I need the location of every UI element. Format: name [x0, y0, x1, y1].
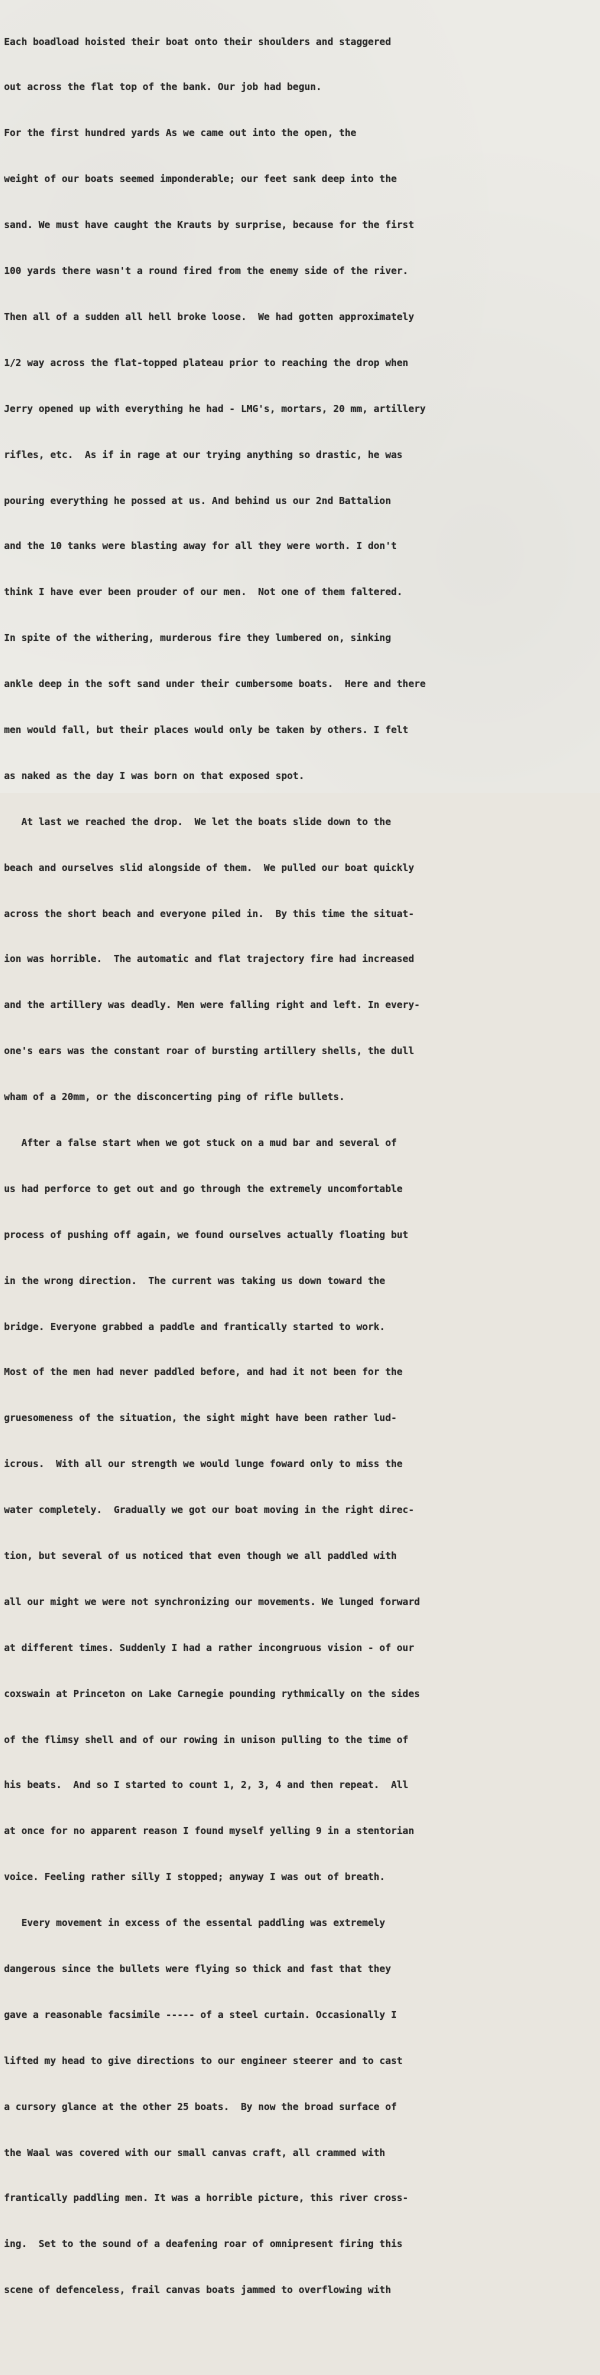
text-line: beach and ourselves slid alongside of them. We pulled our boat quickly [4, 862, 415, 874]
text-line: men would fall, but their places would only be taken by others. I felt [4, 724, 409, 736]
text-line: coxswain at Princeton on Lake Carnegie pounding rythmically on the sides [4, 1688, 420, 1700]
text-line: wham of a 20mm, or the disconcerting ping of rifle bullets. [4, 1092, 345, 1104]
text-line-struck: For the first hundred yards As we came out into the open, the [4, 128, 357, 140]
text-line: 100 yards there wasn't a round fired from the enemy side of the river. [4, 266, 409, 278]
text-line: 1/2 way across the flat-topped plateau prior to reaching the drop when [4, 357, 409, 369]
text-line: out across the flat top of the bank. Our job had begun. [4, 82, 322, 94]
text-line: a cursory glance at the other 25 boats. By now the broad surface of [4, 2101, 397, 2113]
text-line: and the artillery was deadly. Men were falling right and left. In every- [4, 1000, 420, 1012]
text-line [4, 2329, 596, 2344]
text-line: After a false start when we got stuck on a mud bar and several of [4, 1137, 397, 1149]
text-line: at different times. Suddenly I had a rather incongruous vision - of our [4, 1642, 415, 1654]
text-line: Each boadload hoisted their boat onto their shoulders and staggered [4, 36, 391, 48]
text-line: and the 10 tanks were blasting away for all they were worth. I don't [4, 541, 397, 553]
text-line: water completely. Gradually we got our boat moving in the right direc- [4, 1505, 415, 1517]
text-line: process of pushing off again, we found ourselves actually floating but [4, 1229, 409, 1241]
text-line: ankle deep in the soft sand under their cumbersome boats. Here and there [4, 679, 426, 691]
text-line: sand. We must have caught the Krauts by surprise, because for the first [4, 220, 415, 232]
text-line: Then all of a sudden all hell broke loose. We had gotten approximately [4, 311, 415, 323]
text-line: one's ears was the constant roar of bursting artillery shells, the dull [4, 1046, 415, 1058]
text-line: voice. Feeling rather silly I stopped; anyway I was out of breath. [4, 1872, 386, 1884]
text-line: Most of the men had never paddled before, and had it not been for the [4, 1367, 403, 1379]
text-line: rifles, etc. As if in rage at our trying anything so drastic, he was [4, 449, 403, 461]
text-line: Every movement in excess of the essental paddling was extremely [4, 1918, 386, 1930]
text-line: gruesomeness of the situation, the sight might have been rather lud- [4, 1413, 397, 1425]
text-line: In spite of the withering, murderous fire they lumbered on, sinking [4, 633, 391, 645]
text-line: weight of our boats seemed imponderable; our feet sank deep into the [4, 174, 397, 186]
text-line: the Waal was covered with our small canvas craft, all crammed with [4, 2147, 386, 2159]
text-line: frantically paddling men. It was a horrible picture, this river cross- [4, 2193, 409, 2205]
text-line: gave a reasonable facsimile ----- of a steel curtain. Occasionally I [4, 2009, 397, 2021]
typed-text-block [4, 4, 596, 2375]
text-line: pouring everything he possed at us. And behind us our 2nd Battalion [4, 495, 391, 507]
text-line: bridge. Everyone grabbed a paddle and frantically started to work. [4, 1321, 386, 1333]
text-line: dangerous since the bullets were flying so thick and fast that they [4, 1964, 391, 1975]
text-line: ion was horrible. The automatic and flat trajectory fire had increased [4, 954, 415, 966]
text-line: At last we reached the drop. We let the boats slide down to the [4, 816, 391, 828]
text-line: ing. Set to the sound of a deafening roar of omnipresent firing this [4, 2239, 403, 2251]
text-line: tion, but several of us noticed that even though we all paddled with [4, 1550, 397, 1562]
text-line: all our might we were not synchronizing our movements. We lunged forward [4, 1596, 420, 1608]
text-line: in the wrong direction. The current was taking us down toward the [4, 1275, 386, 1287]
text-line: think I have ever been prouder of our men. Not one of them faltered. [4, 587, 403, 599]
text-line: at once for no apparent reason I found myself yelling 9 in a stentorian [4, 1826, 415, 1838]
text-line: us had perforce to get out and go through the extremely uncomfortable [4, 1183, 403, 1195]
text-line: Jerry opened up with everything he had - LMG's, mortars, 20 mm, artillery [4, 403, 426, 415]
text-line: as naked as the day I was born on that exposed spot. [4, 770, 305, 782]
text-line: across the short beach and everyone piled in. By this time the situat- [4, 908, 415, 920]
text-line: of the flimsy shell and of our rowing in unison pulling to the time of [4, 1734, 409, 1746]
text-line: icrous. With all our strength we would lunge foward only to miss the [4, 1459, 403, 1471]
text-line: scene of defenceless, frail canvas boats jammed to overflowing with [4, 2285, 391, 2297]
text-line: his beats. And so I started to count 1, 2, 3, 4 and then repeat. All [4, 1780, 409, 1792]
text-line: lifted my head to give directions to our engineer steerer and to cast [4, 2055, 403, 2067]
